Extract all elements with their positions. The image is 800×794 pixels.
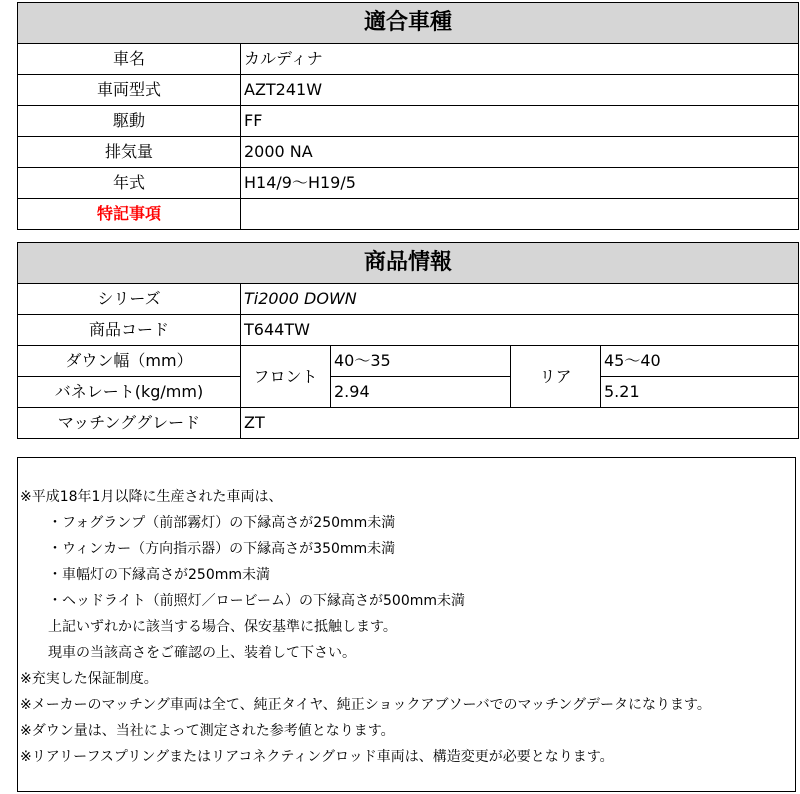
note-line: ・ウィンカー（方向指示器）の下縁高さが350mm未満	[20, 541, 396, 557]
special-notes-value	[241, 199, 799, 230]
table-row	[18, 137, 799, 168]
vehicle-title: 適合車種	[18, 3, 799, 44]
note-line: ※充実した保証制度。	[20, 671, 158, 687]
spring-rate-label: バネレート(kg/mm)	[18, 377, 241, 408]
notes-box	[17, 457, 796, 792]
note-line: ※平成18年1月以降に生産された車両は、	[20, 489, 283, 505]
year-value: H14/9〜H19/5	[241, 168, 799, 199]
series-value: Ti2000 DOWN	[241, 284, 799, 315]
rear-spring-value: 5.21	[601, 377, 799, 408]
model-code-value: AZT241W	[241, 75, 799, 106]
product-table	[17, 242, 799, 439]
vehicle-table	[17, 2, 799, 230]
table-row	[18, 408, 799, 439]
front-down-value: 40〜35	[331, 346, 511, 377]
product-code-label: 商品コード	[18, 315, 241, 346]
rear-label: リア	[511, 346, 601, 408]
note-line: 現車の当該高さをご確認の上、装着して下さい。	[20, 645, 356, 661]
vehicle-name-value: カルディナ	[241, 44, 799, 75]
model-code-label: 車両型式	[18, 75, 241, 106]
note-line: ・フォグランプ（前部霧灯）の下縁高さが250mm未満	[20, 515, 396, 531]
table-row	[18, 168, 799, 199]
front-label: フロント	[241, 346, 331, 408]
product-title: 商品情報	[18, 243, 799, 284]
note-line: ※メーカーのマッチング車両は全て、純正タイヤ、純正ショックアブソーバでのマッチングデータになります。	[20, 697, 711, 713]
drive-label: 駆動	[18, 106, 241, 137]
drive-value: FF	[241, 106, 799, 137]
displacement-value: 2000 NA	[241, 137, 799, 168]
note-line: ・車幅灯の下縁高さが250mm未満	[20, 567, 270, 583]
special-notes-label: 特記事項	[18, 199, 241, 230]
vehicle-name-label: 車名	[18, 44, 241, 75]
front-spring-value: 2.94	[331, 377, 511, 408]
table-row	[18, 315, 799, 346]
table-row	[18, 75, 799, 106]
rear-down-value: 45〜40	[601, 346, 799, 377]
note-line: ※ダウン量は、当社によって測定された参考値となります。	[20, 723, 395, 739]
table-row	[18, 199, 799, 230]
table-row	[18, 346, 799, 377]
table-row	[18, 44, 799, 75]
year-label: 年式	[18, 168, 241, 199]
table-row	[18, 106, 799, 137]
table-row	[18, 284, 799, 315]
product-code-value: T644TW	[241, 315, 799, 346]
note-line: ・ヘッドライト（前照灯／ロービーム）の下縁高さが500mm未満	[20, 593, 466, 609]
grade-label: マッチンググレード	[18, 408, 241, 439]
grade-value: ZT	[241, 408, 799, 439]
note-line: ※リアリーフスプリングまたはリアコネクティングロッド車両は、構造変更が必要となります。	[20, 749, 614, 765]
note-line: 上記いずれかに該当する場合、保安基準に抵触します。	[20, 619, 397, 635]
down-label: ダウン幅（mm）	[18, 346, 241, 377]
series-label: シリーズ	[18, 284, 241, 315]
table-row	[18, 377, 799, 408]
displacement-label: 排気量	[18, 137, 241, 168]
